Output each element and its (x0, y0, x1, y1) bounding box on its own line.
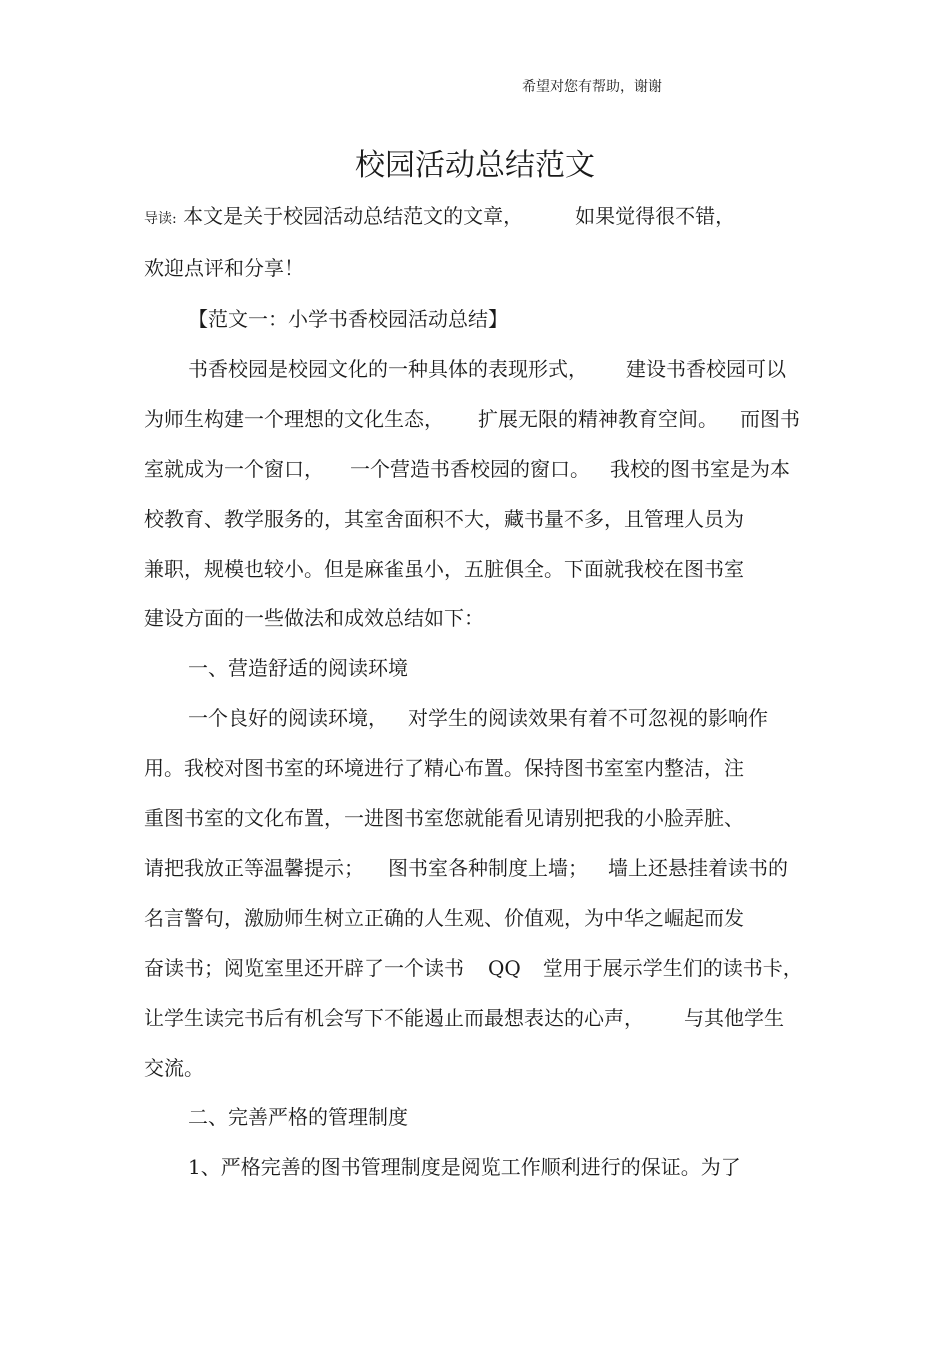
paragraph-1-line-5: 兼职，规模也较小。但是麻雀虽小，五脏俱全。下面就我校在图书室 (144, 557, 744, 581)
p2-l4a: 请把我放正等温馨提示； (144, 856, 364, 880)
p2-l6b: QQ (488, 956, 521, 980)
p1-l3c: 我校的图书室是为本 (610, 457, 790, 481)
lead-line-2: 欢迎点评和分享！ (144, 256, 304, 280)
paragraph-1-line-1 (188, 356, 786, 382)
paragraph-2-line-4 (144, 855, 788, 881)
lead-label: 导读: (144, 211, 177, 227)
lead-text-part2: 如果觉得很不错， (575, 204, 736, 228)
paragraph-1-line-4: 校教育、教学服务的，其室舍面积不大，藏书量不多，且管理人员为 (144, 507, 744, 531)
paragraph-2-line-3: 重图书室的文化布置，一进图书室您就能看见请别把我的小脸弄脏、 (144, 806, 744, 830)
heading-2: 二、完善严格的管理制度 (188, 1105, 408, 1129)
paragraph-2-line-8: 交流。 (144, 1056, 204, 1080)
paragraph-3-line-1: 1、严格完善的图书管理制度是阅览工作顺利进行的保证。为了 (188, 1155, 741, 1179)
p1-l2c: 而图书 (740, 407, 800, 431)
p2-l6a: 奋读书；阅览室里还开辟了一个读书 (144, 956, 464, 980)
lead-text-part1: 本文是关于校园活动总结范文的文章， (183, 204, 524, 228)
paragraph-2-line-2: 用。我校对图书室的环境进行了精心布置。保持图书室室内整洁，注 (144, 756, 744, 780)
paragraph-1-line-6: 建设方面的一些做法和成效总结如下： (144, 606, 484, 630)
p2-l4b: 图书室各种制度上墙； (388, 856, 588, 880)
p2-l6c: 堂用于展示学生们的读书卡， (542, 956, 803, 980)
paragraph-2-line-1 (188, 705, 768, 731)
page-title: 校园活动总结范文 (355, 148, 595, 183)
paragraph-2-line-7 (144, 1005, 784, 1031)
p1-l3b: 一个营造书香校园的窗口。 (350, 457, 590, 481)
p2-l4c: 墙上还悬挂着读书的 (608, 856, 788, 880)
p1-l2b: 扩展无限的精神教育空间。 (478, 407, 718, 431)
p1-l2a: 为师生构建一个理想的文化生态， (144, 407, 444, 431)
section-heading: 【范文一：小学书香校园活动总结】 (188, 307, 508, 331)
heading-1: 一、营造舒适的阅读环境 (188, 656, 408, 680)
p1-l3a: 室就成为一个窗口， (144, 457, 324, 481)
p2-l7a: 让学生读完书后有机会写下不能遏止而最想表达的心声， (144, 1006, 644, 1030)
paragraph-1-line-3 (144, 456, 790, 482)
p1-l1a: 书香校园是校园文化的一种具体的表现形式， (188, 357, 588, 381)
paragraph-1-line-2 (144, 406, 800, 432)
p1-l1b: 建设书香校园可以 (626, 357, 786, 381)
p2-l1b: 对学生的阅读效果有着不可忽视的影响作 (408, 706, 768, 730)
lead-line-1 (144, 203, 735, 232)
paragraph-2-line-6 (144, 955, 803, 981)
p2-l7b: 与其他学生 (684, 1006, 784, 1030)
p2-l1a: 一个良好的阅读环境， (188, 706, 388, 730)
paragraph-2-line-5: 名言警句，激励师生树立正确的人生观、价值观，为中华之崛起而发 (144, 906, 744, 930)
header-note: 希望对您有帮助，谢谢 (522, 79, 662, 95)
